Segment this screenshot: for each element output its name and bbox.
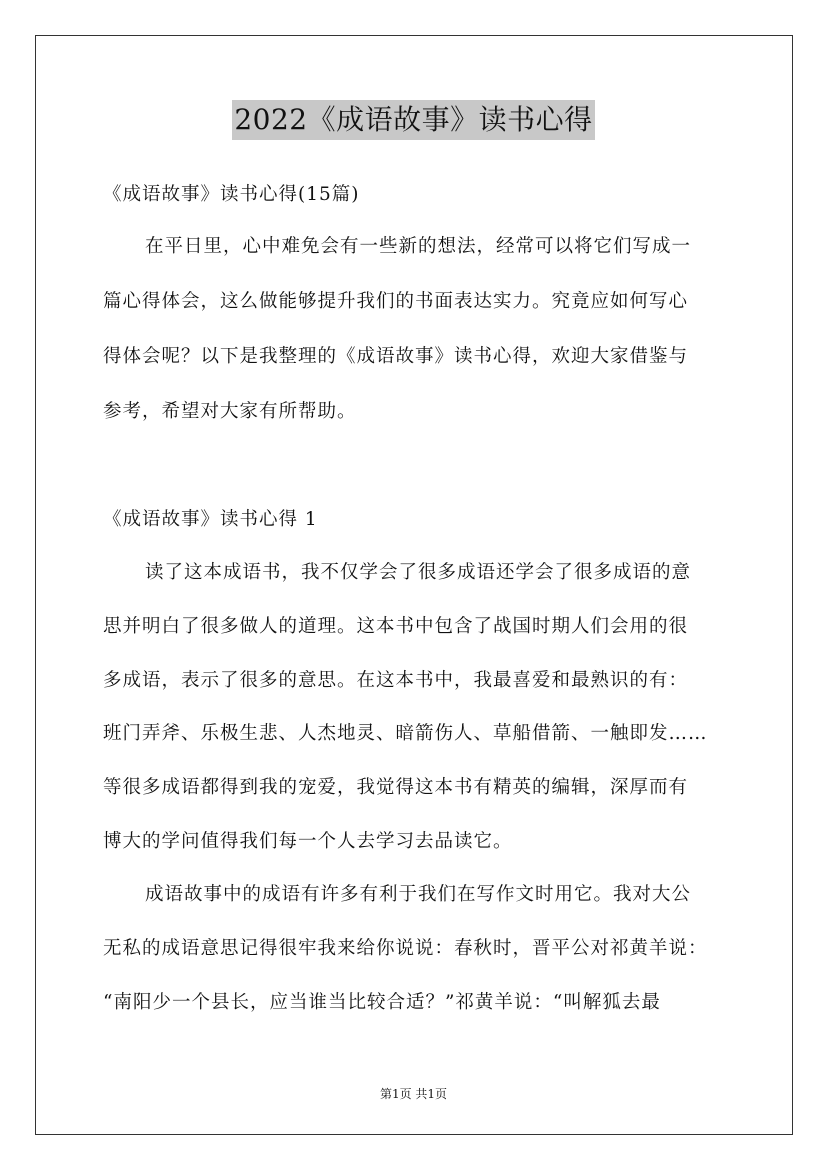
- intro-line: 在平日里，心中难免会有一些新的想法，经常可以将它们写成一: [145, 236, 692, 257]
- paragraph-line: 等很多成语都得到我的宠爱，我觉得这本书有精英的编辑，深厚而有: [103, 777, 689, 798]
- section-heading: 《成语故事》读书心得 1: [103, 509, 318, 530]
- document-title: 2022《成语故事》读书心得: [232, 100, 594, 140]
- paragraph-line: 读了这本成语书，我不仅学会了很多成语还学会了很多成语的意: [145, 562, 692, 583]
- paragraph-line: 多成语，表示了很多的意思。在这本书中，我最喜爱和最熟识的有：: [103, 670, 689, 691]
- intro-line: 参考，希望对大家有所帮助。: [103, 401, 357, 422]
- title-container: [0, 100, 827, 140]
- paragraph-line: 成语故事中的成语有许多有利于我们在写作文时用它。我对大公: [145, 884, 692, 905]
- intro-line: 得体会呢？以下是我整理的《成语故事》读书心得，欢迎大家借鉴与: [103, 346, 689, 367]
- intro-line: 篇心得体会，这么做能够提升我们的书面表达实力。究竟应如何写心: [103, 291, 689, 312]
- page-footer: 第1页 共1页: [379, 1087, 448, 1101]
- paragraph-line: 思并明白了很多做人的道理。这本书中包含了战国时期人们会用的很: [103, 616, 689, 637]
- paragraph-line: “南阳少一个县长，应当谁当比较合适？”祁黄羊说：“叫解狐去最: [103, 992, 661, 1013]
- paragraph-line: 班门弄斧、乐极生悲、人杰地灵、暗箭伤人、草船借箭、一触即发……: [103, 723, 708, 744]
- paragraph-line: 无私的成语意思记得很牢我来给你说说：春秋时，晋平公对祁黄羊说：: [103, 938, 708, 959]
- paragraph-line: 博大的学问值得我们每一个人去学习去品读它。: [103, 831, 513, 852]
- document-subtitle: 《成语故事》读书心得(15篇): [103, 184, 360, 205]
